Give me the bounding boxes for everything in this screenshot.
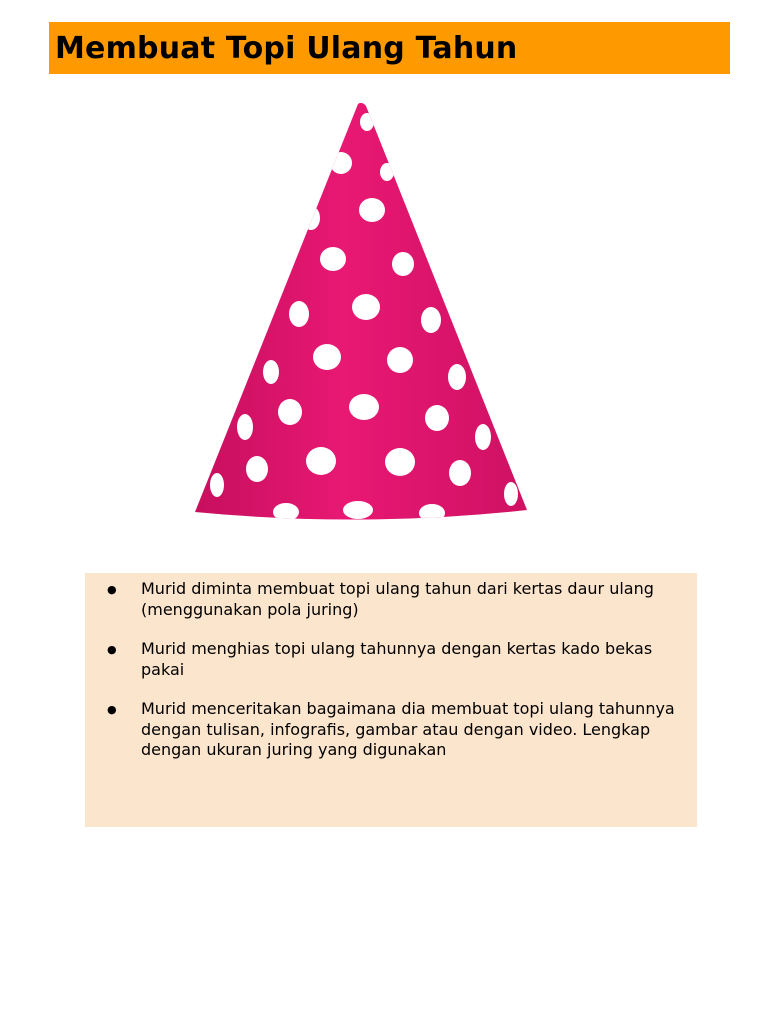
list-item [107,639,677,680]
instruction-text: Murid menghias topi ulang tahunnya dengan kertas kado bekas pakai [141,639,653,679]
list-item [107,579,677,620]
list-item [107,699,677,761]
bullet-icon: ● [107,583,117,596]
page-title: Membuat Topi Ulang Tahun [55,30,518,66]
bullet-icon: ● [107,643,117,656]
party-hat-icon [190,100,535,525]
instructions-list [107,579,677,761]
instruction-text: Murid menceritakan bagaimana dia membuat topi ulang tahunnya dengan tulisan, infografis, gambar atau dengan video. Lengkap dengan ukuran juring yang digunakan [141,699,675,759]
instruction-text: Murid diminta membuat topi ulang tahun dari kertas daur ulang (menggunakan pola juring) [141,579,654,619]
instructions-box [85,573,697,827]
title-banner [49,22,730,74]
bullet-icon: ● [107,703,117,716]
